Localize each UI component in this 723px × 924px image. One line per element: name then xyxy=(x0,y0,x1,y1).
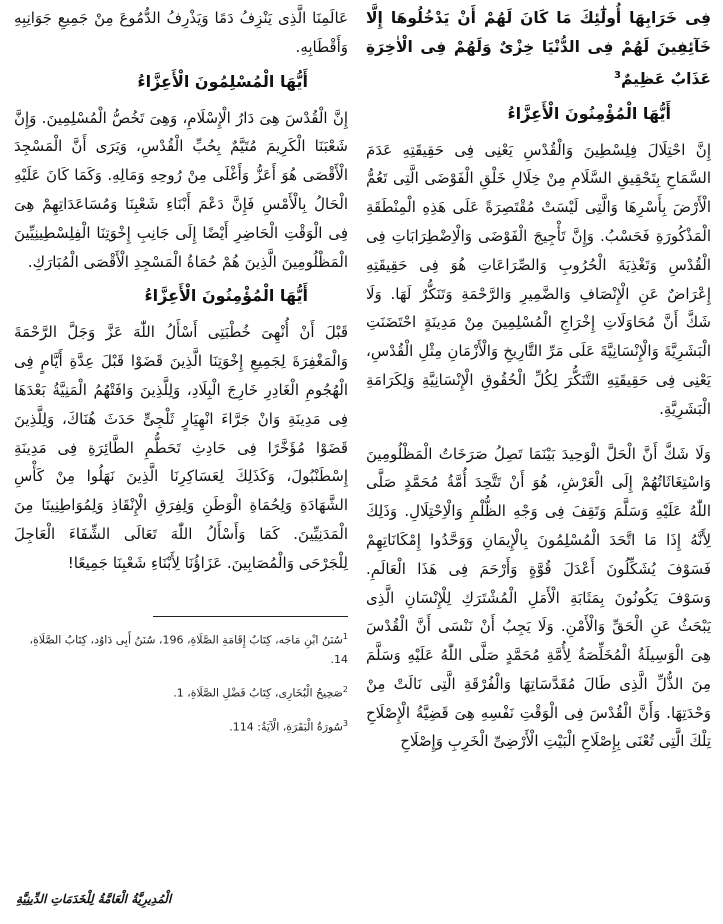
section-heading-believers-2: أَيُّهَا الْمُؤْمِنُونَ الْأَعِزَّاءُ xyxy=(144,286,308,306)
section-heading-believers: أَيُّهَا الْمُؤْمِنُونَ الْأَعِزَّاءُ xyxy=(507,103,671,123)
footnote-2 xyxy=(14,680,348,704)
footnote-3-mark: 3 xyxy=(342,718,348,728)
right-column xyxy=(366,0,711,924)
paragraph-prayer: قَبْلَ أَنْ أُنْهِىَ خُطْبَتِى أَسْأَلُ اللّٰهَ عَزَّ وَجَلَّ الرَّحْمَةَ وَالْمَغْفِرَةَ لِجَمِيعِ إِخْوَتِنَا الَّذِينَ قَضَوْا قَبْلَ عِدَّةِ أَيَّامٍ فِى الْهُجُومِ الْغَادِرِ خَارِجَ الْبِلَادِ، وَلِلَّذِينَ وَافَتْهُمُ الْمَنِيَّةُ بَعْدَهَا فِى مَدِينَةِ وَانْ جَرَّاءَ انْهِيَارٍ ثَلْجِىٍّ حَدَثَ هُنَاكَ، وَلِلَّذِينَ قَضَوْا مُؤَخَّرًا فِى حَادِثِ تَحَطُّمِ الطَّائِرَةِ فِى مَدِينَةِ إِسْطَنْبُولَ، وَكَذَلِكَ لِعَسَاكِرِنَا الَّذِينَ نَهَلُوا مِنْ كَأْسِ الشَّهَادَةِ وَلِحُمَاةِ الْوَطَنِ وَلِفِرَقِ الْإِنْقَاذِ وَلِمُوَاطِنِينَا مِنَ الْمَدَنِيِّينَ. كَمَا وَأَسْأَلُ اللّٰهَ تَعَالَى الشِّفَاءَ الْعَاجِلَ لِلْجَرْحَى وَالْمُصَابِينَ. عَزَاؤُنَا لِأَبْنَاءِ شَعْبِنَا جَمِيعًا! xyxy=(14,323,348,572)
footnote-3 xyxy=(14,714,348,738)
paragraph-continuation: عَالَمِنَا الَّذِى يَنْزِفُ دَمًا وَيَذْرِفُ الدُّمُوعَ مِنْ جَمِيعِ جَوَانِبِهِ وَأَقْطَابِهِ. xyxy=(14,9,348,56)
footnote-1 xyxy=(14,627,348,671)
publisher-footer: الْمُدِيرِيَّةُ الْعَامَّةُ لِلْخَدَمَاتِ الدِّينِيَّةِ xyxy=(16,892,172,906)
footnote-divider xyxy=(153,616,348,617)
section-heading-muslims: أَيُّهَا الْمُسْلِمُونَ الْأَعِزَّاءُ xyxy=(137,71,308,91)
footnote-2-mark: 2 xyxy=(342,685,348,695)
footnote-1-mark: 1 xyxy=(342,631,348,641)
paragraph-occupation: إِنَّ احْتِلَالَ فِلِسْطِينَ وَالْقُدْسِ يَعْنِى فِى حَقِيقَتِهِ عَدَمَ السَّمَاحِ بِتَحْقِيقِ السَّلَامِ مِنْ خِلَالِ خَلْقِ الْفَوْضَى الَّتِى تَعُمُّ الْأَرْضَ بِأَسْرِهَا وَالَّتِى لَيْسَتْ مُقْتَصِرَةً عَلَى هَذِهِ الْمِنْطَقَةِ الْمَذْكُورَةِ فَحَسْبُ. وَإِنَّ تَأْجِيجَ الْفَوْضَى وَالْاِضْطِرَابَاتِ فِى الْقُدْسِ وَتَغْذِيَةَ الْحُرُوبِ وَالصِّرَاعَاتِ هُوَ فِى حَقِيقَتِهِ إِعْرَاضٌ عَنِ الْإِنْصَافِ وَالضَّمِيرِ وَالرَّحْمَةِ وَتَنَكُّرٌ لَهَا. وَلَا شَكَّ أَنَّ مُحَاوَلَاتِ إِخْرَاجِ الْمُسْلِمِينَ مِنْ مَدِينَةٍ احْتَضَنَتِ الْبَشَرِيَّةَ وَالْإِنْسَانِيَّةَ عَلَى مَرِّ التَّارِيخِ وَالْأَزْمَانِ مِثْلِ الْقُدْسِ، يَعْنِى فِى حَقِيقَتِهِ التَّنَكُّرَ لِكُلِّ الْحُقُوقِ الْإِنْسَانِيَّةِ وَلِكَرَامَةِ الْبَشَرِيَّةِ. xyxy=(366,140,711,418)
left-column xyxy=(14,0,348,924)
paragraph-unity: وَلَا شَكَّ أَنَّ الْحَلَّ الْوَحِيدَ بَيْنَمَا تَصِلُ صَرَخَاتُ الْمَظْلُومِينَ وَاسْتِغَاثَاتُهُمْ إِلَى الْعَرْشِ، هُوَ أَنْ تَتَّحِدَ أُمَّةُ مُحَمَّدٍ صَلَّى اللّٰهُ عَلَيْهِ وَسَلَّمَ وَتَقِفَ فِى وَجْهِ الظُّلْمِ وَالْاِحْتِلَالِ. وَذَلِكَ لِأَنَّهُ إِذَا مَا اتَّحَدَ الْمُسْلِمُونَ بِالْإِيمَانِ وَوَحَّدُوا إِمْكَانَاتِهِمْ فَسَوْفَ يُشَكِّلُونَ أَعْدَلَ قُوَّةٍ وَأَرْحَمَ فِى هَذَا الْعَالَمِ. وَسَوْفَ يَكُونُونَ بِمَثَابَةِ الْأَمَلِ الْمُشْتَرَكِ لِلْإِنْسَانِ الَّذِى يَبْحَثُ عَنِ الْحَقِّ وَالْأَمْنِ. وَلَا يَجِبُ أَنْ نَنْسَى أَنَّ الْقُدْسَ هِىَ الْوَسِيلَةُ الْمُخَلِّصَةُ لِأُمَّةِ مُحَمَّدٍ صَلَّى اللّٰهُ عَلَيْهِ وَسَلَّمَ مِنَ الذُّلِّ الَّذِى طَالَ مُقَدَّسَاتِهَا وَالْفُرْقَةِ الَّتِى نَالَتْ مِنْ وَحْدَتِهَا. وَأَنَّ الْقُدْسَ فِى الْوَقْتِ نَفْسِهِ هِىَ قَضِيَّةُ الْإِصْلَاحِ تِلْكَ الَّتِى تُعْنَى بِإِصْلَاحِ الْبَيْتِ الْأَرْضِىِّ الْخَرِبِ وَإِصْلَاحِ xyxy=(366,444,711,751)
paragraph-jerusalem: إِنَّ الْقُدْسَ هِىَ دَارُ الْإِسْلَامِ، وَهِىَ تَخُصُّ الْمُسْلِمِينَ. وَإِنَّ شَعْبَنَا الْكَرِيمَ مُتَيَّمٌ بِحُبِّ الْقُدْسِ، وَيَرَى أَنَّ الْمَسْجِدَ الْأَقْصَى هُوَ أَعَزُّ وَأَغْلَى مِنْ رُوحِهِ وَمَالِهِ. وَكَمَا كَانَ عَلَيْهِ الْحَالُ بِالْأَمْسِ فَإِنَّ دَعْمَ أَبْنَاءِ شَعْبِنَا وَمُسَاعَدَاتِهِمْ هِىَ فِى الْوَقْتِ الْحَاضِرِ أَيْضًا إِلَى جَانِبِ إِخْوَتِنَا الْفِلِسْطِينِيِّينَ الْمَظْلُومِينَ الَّذِينَ هُمْ حُمَاةُ الْمَسْجِدِ الْأَقْصَى الْمُبَارَكِ. xyxy=(14,108,348,271)
verse-footnote-mark: 3 xyxy=(614,69,621,81)
footnote-1-text: سُنَنُ ابْنِ مَاجَه، كِتَابُ إِقَامَةِ الصَّلَاةِ، 196، سُنَنُ أَبِى دَاوُد، كِتَابُ الصَّلَاةِ، 14. xyxy=(29,633,348,667)
footnote-2-text: صَحِيحُ الْبُخَارِى، كِتَابُ فَضْلِ الصَّلَاةِ، 1. xyxy=(173,686,343,700)
footnote-3-text: سُورَةُ الْبَقَرَةِ، الْآيَةُ: 114. xyxy=(229,720,343,734)
paragraph-gap xyxy=(366,424,711,440)
quran-verse: فِى خَرَابِهَا أُولَٰٓئِكَ مَا كَانَ لَهُمْ أَنْ يَدْخُلُوهَا إِلَّا خَآئِفِينَ لَهُمْ فِى الدُّنْيَا خِزْىٌ وَلَهُمْ فِى الْاٰخِرَةِ عَذَابٌ عَظِيمٌ$^3$ xyxy=(366,9,711,88)
